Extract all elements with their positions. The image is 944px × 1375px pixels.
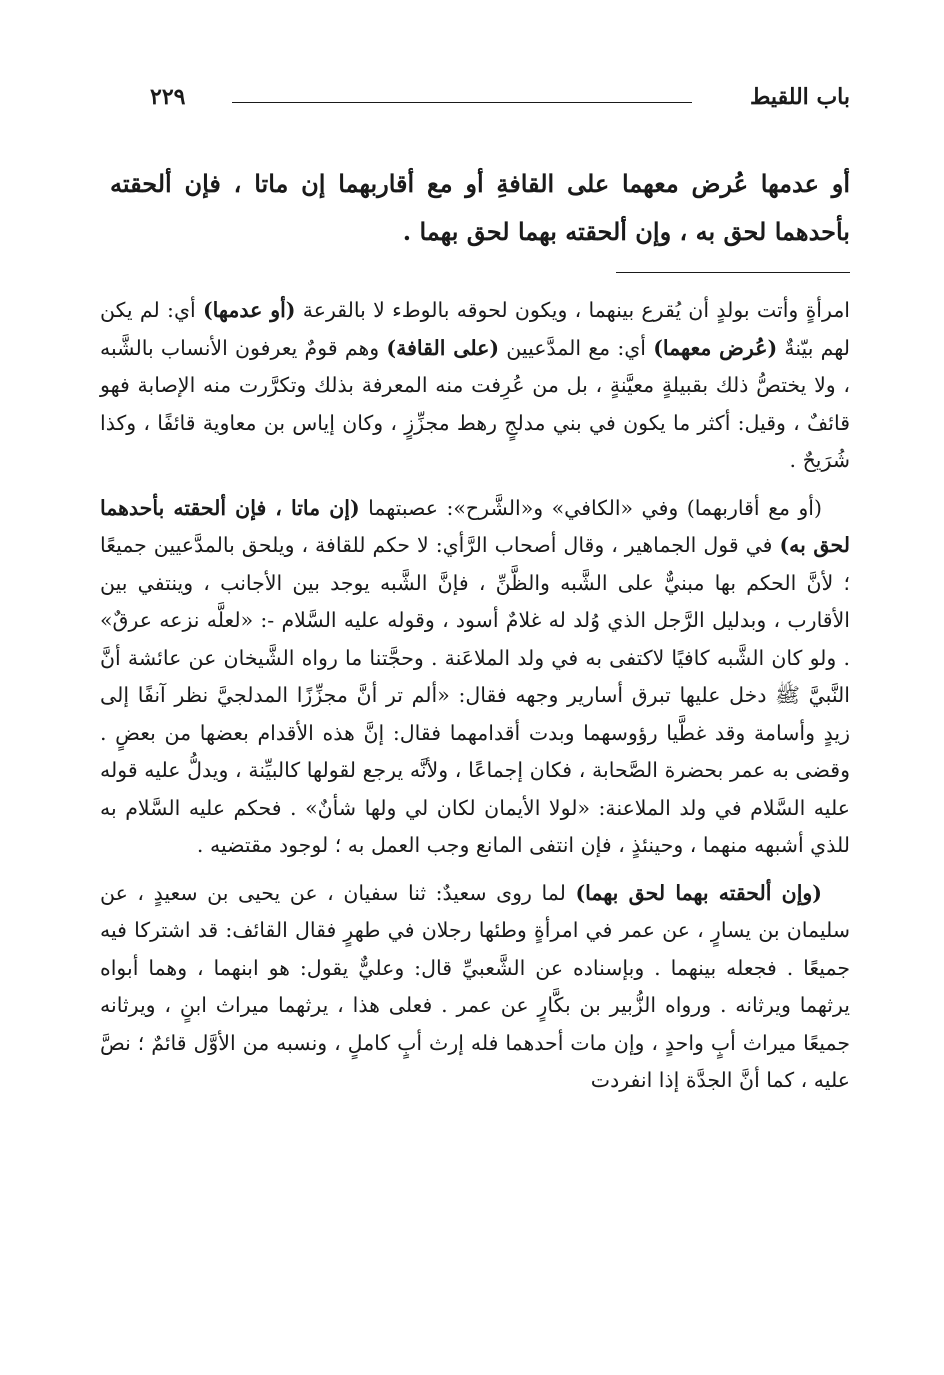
commentary-paragraph [100, 875, 850, 1100]
commentary-text: أي: مع المدَّعيين [499, 335, 654, 360]
page-header [150, 84, 850, 124]
commentary-text: لما روى سعيدٌ: ثنا سفيان ، عن يحيى بن سعيدٍ ، عن سليمان بن يسارٍ ، عن عمر في امرأةٍ وطئها رجلان في طهرٍ فقال القائف: قد اشتركا فيه جميعًا . فجعله بينهما . وبإسناده عن الشَّعبيِّ قال: وعليٌّ يقول: هو ابنهما ، وهما أبواه يرثهما ويرثانه . ورواه الزُّبير بن بكَّارٍ عن عمر . فعلى هذا ، يرثهما ميراث ابنٍ ، ويرثانه جميعًا ميراث أبٍ واحدٍ ، وإن مات أحدهما فله إرث أبٍ كاملٍ ، ونسبه من الأوَّل قائمٌ ؛ نصَّ عليه ، كما أنَّ الجدَّة إذا انفردت [100, 880, 850, 1092]
quoted-phrase: (عُرض معهما) [653, 335, 778, 360]
page-number: ٢٢٩ [150, 84, 186, 110]
quoted-phrase: (على القافة) [386, 335, 500, 360]
chapter-title: باب اللقيط [750, 84, 850, 110]
quoted-phrase: (إن ماتا ، فإن ألحقته بأحدهما لحق به) [100, 495, 851, 557]
commentary-text: أي: لم يكن لهم بيّنةٌ [100, 298, 850, 360]
quoted-phrase: (أو عدمها) [202, 298, 296, 322]
commentary-text: امرأةٍ وأتت بولدٍ أن يُقرع بينهما ، ويكون لحوقه بالوطء لا بالقرعة [295, 298, 850, 322]
commentary-text: (أو مع أقاربهما) وفي «الكافي» و«الشَّرح»: عصبتهما [359, 495, 822, 520]
commentary [100, 292, 850, 1110]
header-rule [232, 102, 692, 103]
commentary-paragraph [100, 292, 850, 480]
quoted-phrase: (وإن ألحقته بهما لحق بهما) [575, 880, 823, 905]
commentary-text: في قول الجماهير ، وقال أصحاب الرَّأي: لا حكم للقافة ، ويلحق بالمدَّعيين جميعًا ؛ لأنَّ الحكم بها مبنيٌّ على الشَّبه والظَّنِّ ، فإنَّ الشَّبه يوجد بين الأجانب ، وينتفي بين الأقارب ، وبدليل الرَّجل الذي وُلد له غلامٌ أسود ، وقوله عليه السَّلام -: «لعلَّه نزعه عرقٌ» . ولو كان الشَّبه كافيًا لاكتفى به في ولد الملاعَنة . وحجَّتنا ما رواه الشَّيخان عن عائشة أنَّ النَّبيَّ ﷺ دخل عليها تبرق أسارير وجهه فقال: «ألم تر أنَّ مجزِّزًا المدلجيَّ نظر آنفًا إلى زيدٍ وأسامة وقد غطَّيا رؤوسهما وبدت أقدامهما فقال: إنَّ هذه الأقدام بعضها من بعضٍ . وقضى به عمر بحضرة الصَّحابة ، فكان إجماعًا ، ولأنَّه يرجع لقولها كالبيِّنة ، ويدلُّ عليه قوله عليه السَّلام في ولد الملاعنة: «لولا الأيمان لكان لي ولها شأنٌ» . فحكم عليه السَّلام به للذي أشبهه منهما ، وحينئذٍ ، فإن انتفى المانع وجب العمل به ؛ لوجود مقتضيه . [100, 533, 850, 857]
separator-rule [616, 272, 850, 273]
main-text: أو عدمها عُرض معهما على القافةِ أو مع أقاربهما إن ماتا ، فإن ألحقته بأحدهما لحق به ، وإن ألحقته بهما لحق بهما . [110, 169, 850, 246]
commentary-paragraph [100, 490, 850, 865]
commentary-text: وهم قومٌ يعرفون الأنساب بالشَّبه ، ولا يختصُّ ذلك بقبيلةٍ معيَّنةٍ ، بل من عُرِفت منه المعرفة بذلك وتكرَّرت منه الإصابة فهو قائفٌ ، وقيل: أكثر ما يكون في بني مدلجٍ رهط مجزِّزٍ ، وكان إياس بن معاوية قائفًا ، وكذا شُرَيحٌ . [100, 335, 850, 472]
